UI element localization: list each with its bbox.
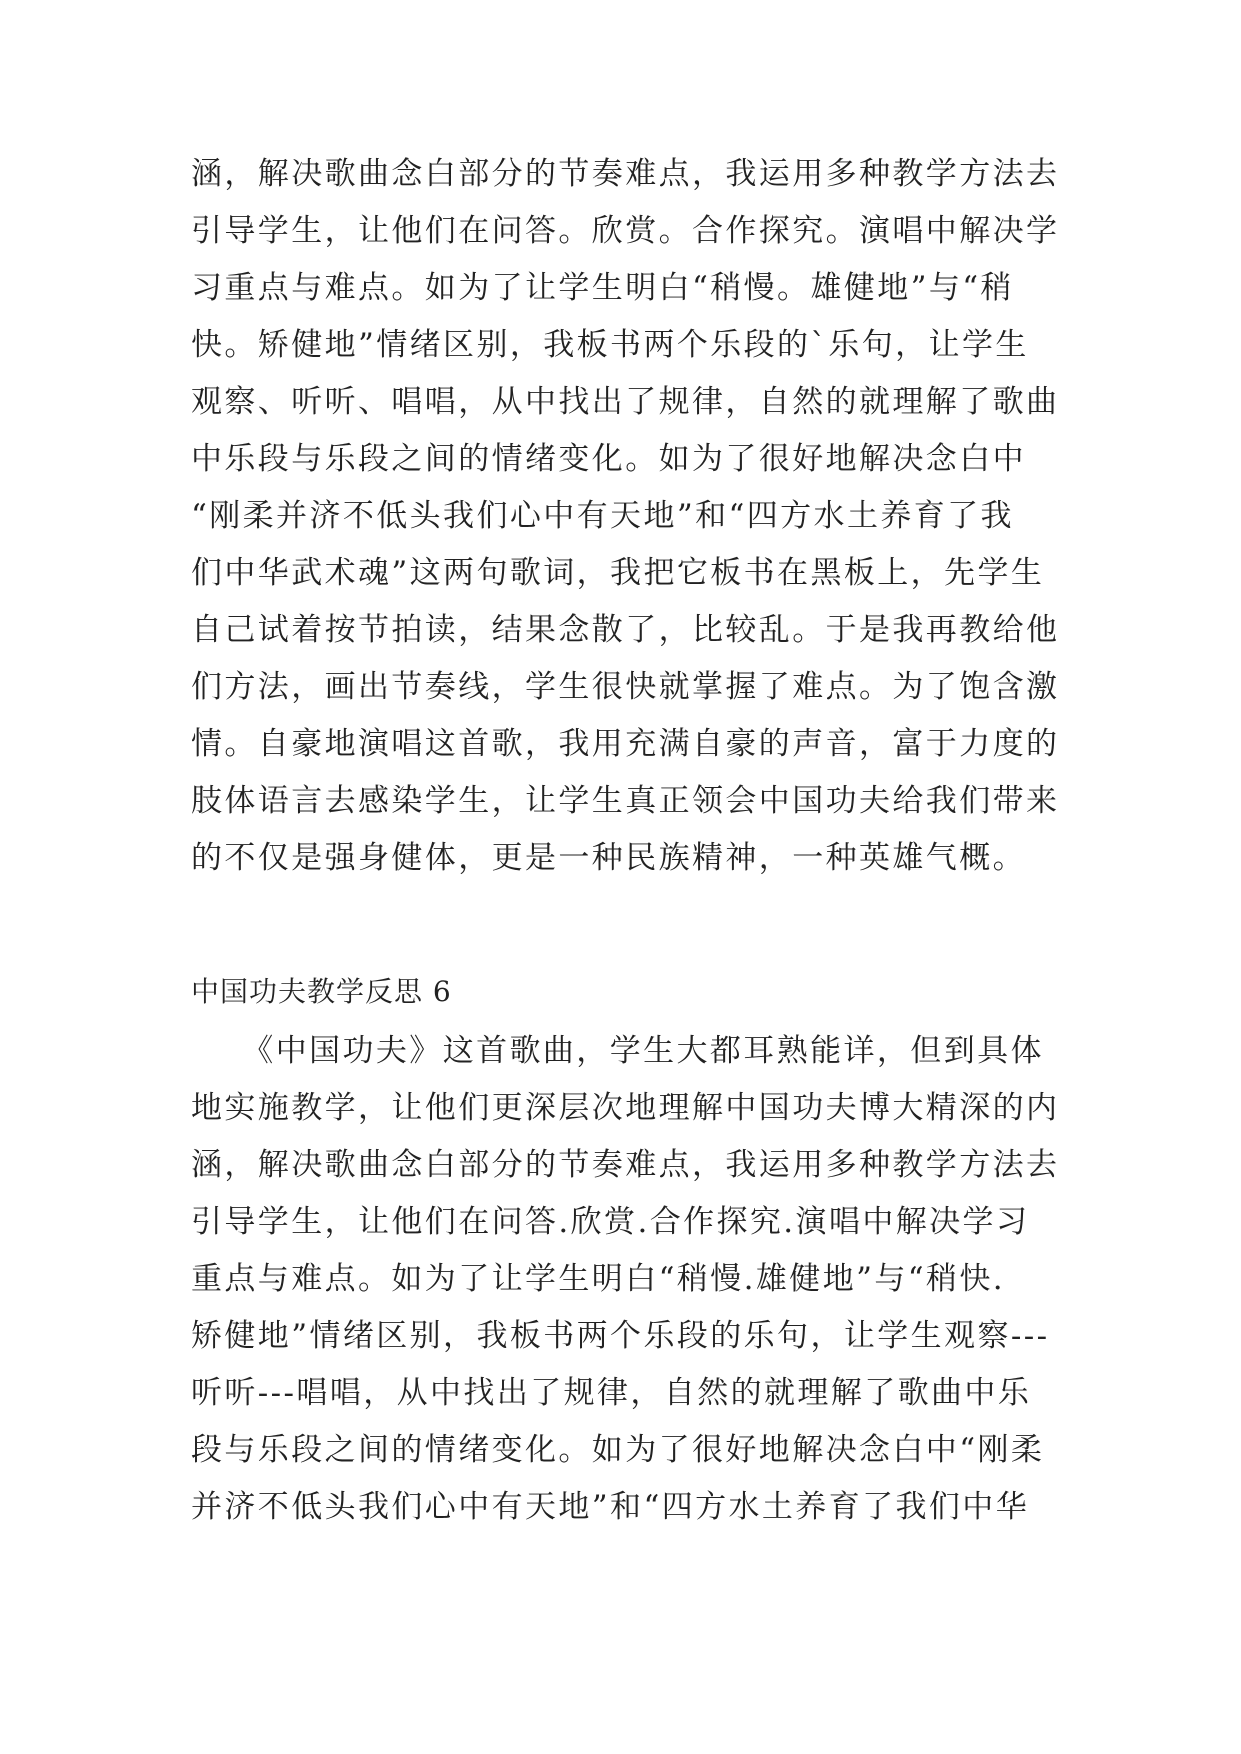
paragraph-1-line: 肢体语言去感染学生，让学生真正领会中国功夫给我们带来	[191, 783, 1060, 819]
paragraph-1-line: 涵，解决歌曲念白部分的节奏难点，我运用多种教学方法去	[191, 156, 1060, 192]
paragraph-1-line: 情。自豪地演唱这首歌，我用充满自豪的声音，富于力度的	[191, 726, 1060, 762]
paragraph-2-line: 矫健地”情绪区别，我板书两个乐段的乐句，让学生观察---	[191, 1318, 1050, 1354]
paragraph-1-line: 的不仅是强身健体，更是一种民族精神，一种英雄气概。	[191, 840, 1026, 876]
paragraph-1-line: 中乐段与乐段之间的情绪变化。如为了很好地解决念白中	[191, 441, 1026, 477]
paragraph-2-line: 听听---唱唱，从中找出了规律，自然的就理解了歌曲中乐	[191, 1375, 1032, 1411]
paragraph-1-line: 快。矫健地”情绪区别，我板书两个乐段的`乐句，让学生	[191, 327, 1029, 363]
paragraph-2-line: 《中国功夫》这首歌曲，学生大都耳熟能详，但到具体	[191, 1033, 1044, 1069]
paragraph-1-line: 习重点与难点。如为了让学生明白“稍慢。雄健地”与“稍	[191, 270, 1014, 306]
paragraph-2-line: 重点与难点。如为了让学生明白“稍慢.雄健地”与“稍快.	[191, 1261, 1006, 1297]
paragraph-1-line: 们中华武术魂”这两句歌词，我把它板书在黑板上，先学生	[191, 555, 1045, 591]
paragraph-1-line: “刚柔并济不低头我们心中有天地”和“四方水土养育了我	[191, 498, 1014, 534]
section-heading: 中国功夫教学反思 6	[191, 975, 452, 1008]
paragraph-2-line: 地实施教学，让他们更深层次地理解中国功夫博大精深的内	[191, 1090, 1060, 1126]
paragraph-2-line: 并济不低头我们心中有天地”和“四方水土养育了我们中华	[191, 1489, 1030, 1525]
paragraph-2-line: 段与乐段之间的情绪变化。如为了很好地解决念白中“刚柔	[191, 1432, 1045, 1468]
paragraph-2-line: 涵，解决歌曲念白部分的节奏难点，我运用多种教学方法去	[191, 1147, 1060, 1183]
paragraph-1-line: 自己试着按节拍读，结果念散了，比较乱。于是我再教给他	[191, 612, 1060, 648]
paragraph-1-line: 们方法，画出节奏线，学生很快就掌握了难点。为了饱含激	[191, 669, 1060, 705]
paragraph-2-line: 引导学生，让他们在问答.欣赏.合作探究.演唱中解决学习	[191, 1204, 1030, 1240]
paragraph-1-line: 引导学生，让他们在问答。欣赏。合作探究。演唱中解决学	[191, 213, 1060, 249]
paragraph-1-line: 观察、听听、唱唱，从中找出了规律，自然的就理解了歌曲	[191, 384, 1060, 420]
